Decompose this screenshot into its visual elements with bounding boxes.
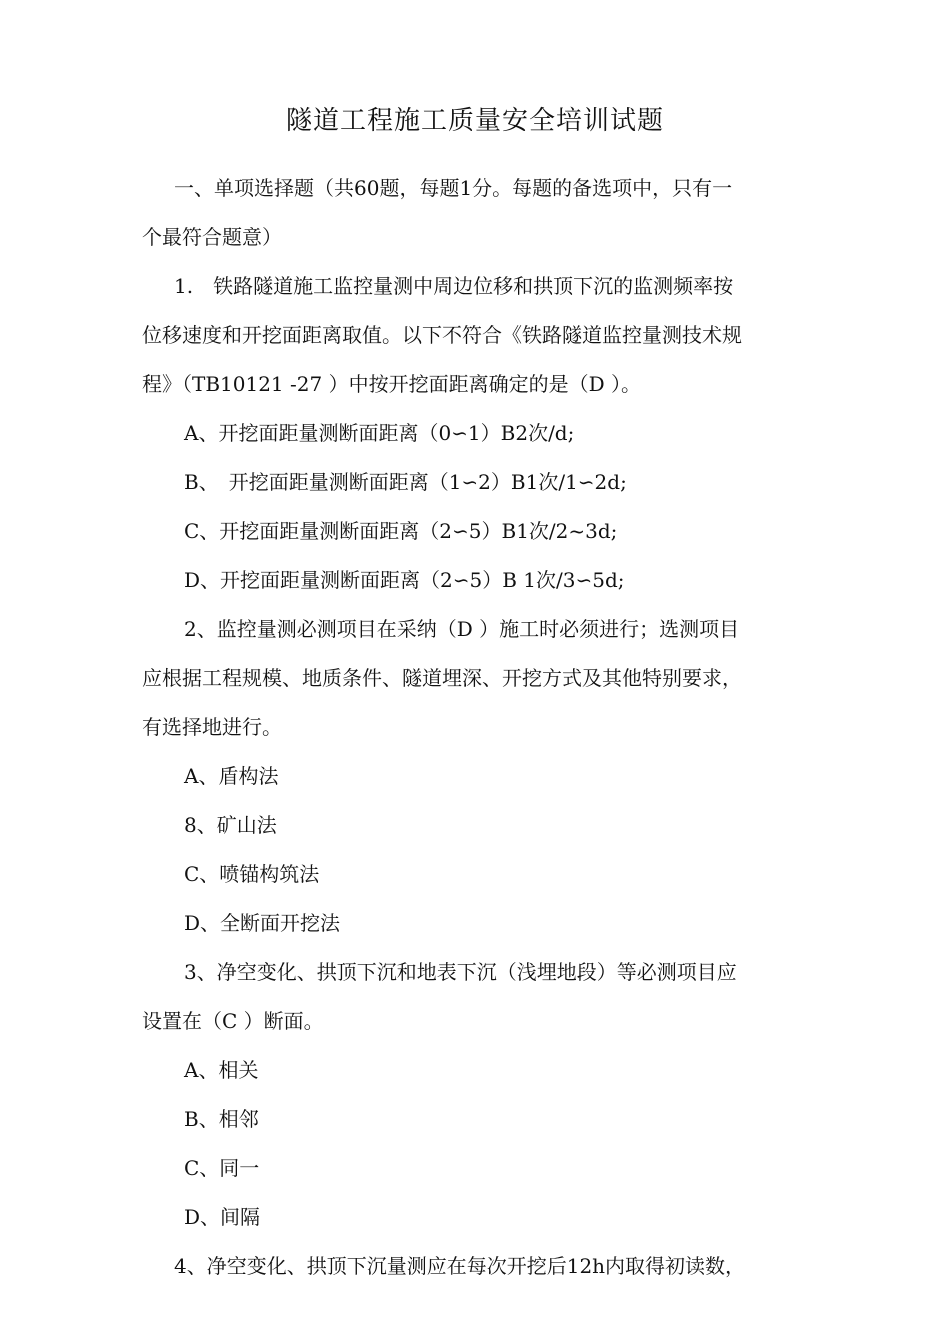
question-3-line-2: 设置在（C ）断面。 — [142, 1009, 324, 1033]
question-1-line-3: 程》（TB10121 -27 ）中按开挖面距离确定的是（D ）。 — [142, 372, 641, 396]
question-1-line-1: 1. 铁路隧道施工监控量测中周边位移和拱顶下沉的监测频率按 — [174, 274, 734, 298]
question-2-line-2: 应根据工程规模、地质条件、隧道埋深、开挖方式及其他特别要求， — [142, 666, 742, 690]
question-1-option-c: C、开挖面距量测断面距离（2∽5）B1次/2~3d; — [184, 519, 618, 543]
question-3-option-d: D、间隔 — [184, 1205, 261, 1229]
question-2-option-b: 8、矿山法 — [184, 813, 277, 837]
question-1-option-d: D、开挖面距量测断面距离（2∽5）B 1次/3∽5d; — [184, 568, 625, 592]
question-3-option-a: A、相关 — [184, 1058, 259, 1082]
question-1-line-2: 位移速度和开挖面距离取值。以下不符合《铁路隧道监控量测技术规 — [142, 323, 742, 347]
question-3-option-c: C、同一 — [184, 1156, 260, 1180]
question-3-option-b: B、相邻 — [184, 1107, 259, 1131]
question-1-option-b: B、 开挖面距量测断面距离（1∽2）B1次/1∽2d; — [184, 470, 627, 494]
question-2-option-c: C、喷锚构筑法 — [184, 862, 320, 886]
question-1-option-a: A、开挖面距量测断面距离（0∽1）B2次/d; — [184, 421, 575, 445]
question-2-line-3: 有选择地进行。 — [142, 715, 282, 739]
document-body — [142, 168, 820, 1295]
section-heading-line-1: 一、单项选择题（共60题，每题1分。每题的备选项中，只有一 — [174, 176, 733, 200]
question-4-line-1: 4、净空变化、拱顶下沉量测应在每次开挖后12h内取得初读数， — [174, 1254, 746, 1278]
section-heading-line-2: 个最符合题意） — [142, 225, 282, 249]
document-title: 隧道工程施工质量安全培训试题 — [285, 106, 664, 136]
question-2-option-d: D、全断面开挖法 — [184, 911, 341, 935]
question-3-line-1: 3、净空变化、拱顶下沉和地表下沉（浅埋地段）等必测项目应 — [184, 960, 737, 984]
question-2-line-1: 2、监控量测必测项目在采纳（D ）施工时必须进行；选测项目 — [184, 617, 740, 641]
question-2-option-a: A、盾构法 — [184, 764, 279, 788]
